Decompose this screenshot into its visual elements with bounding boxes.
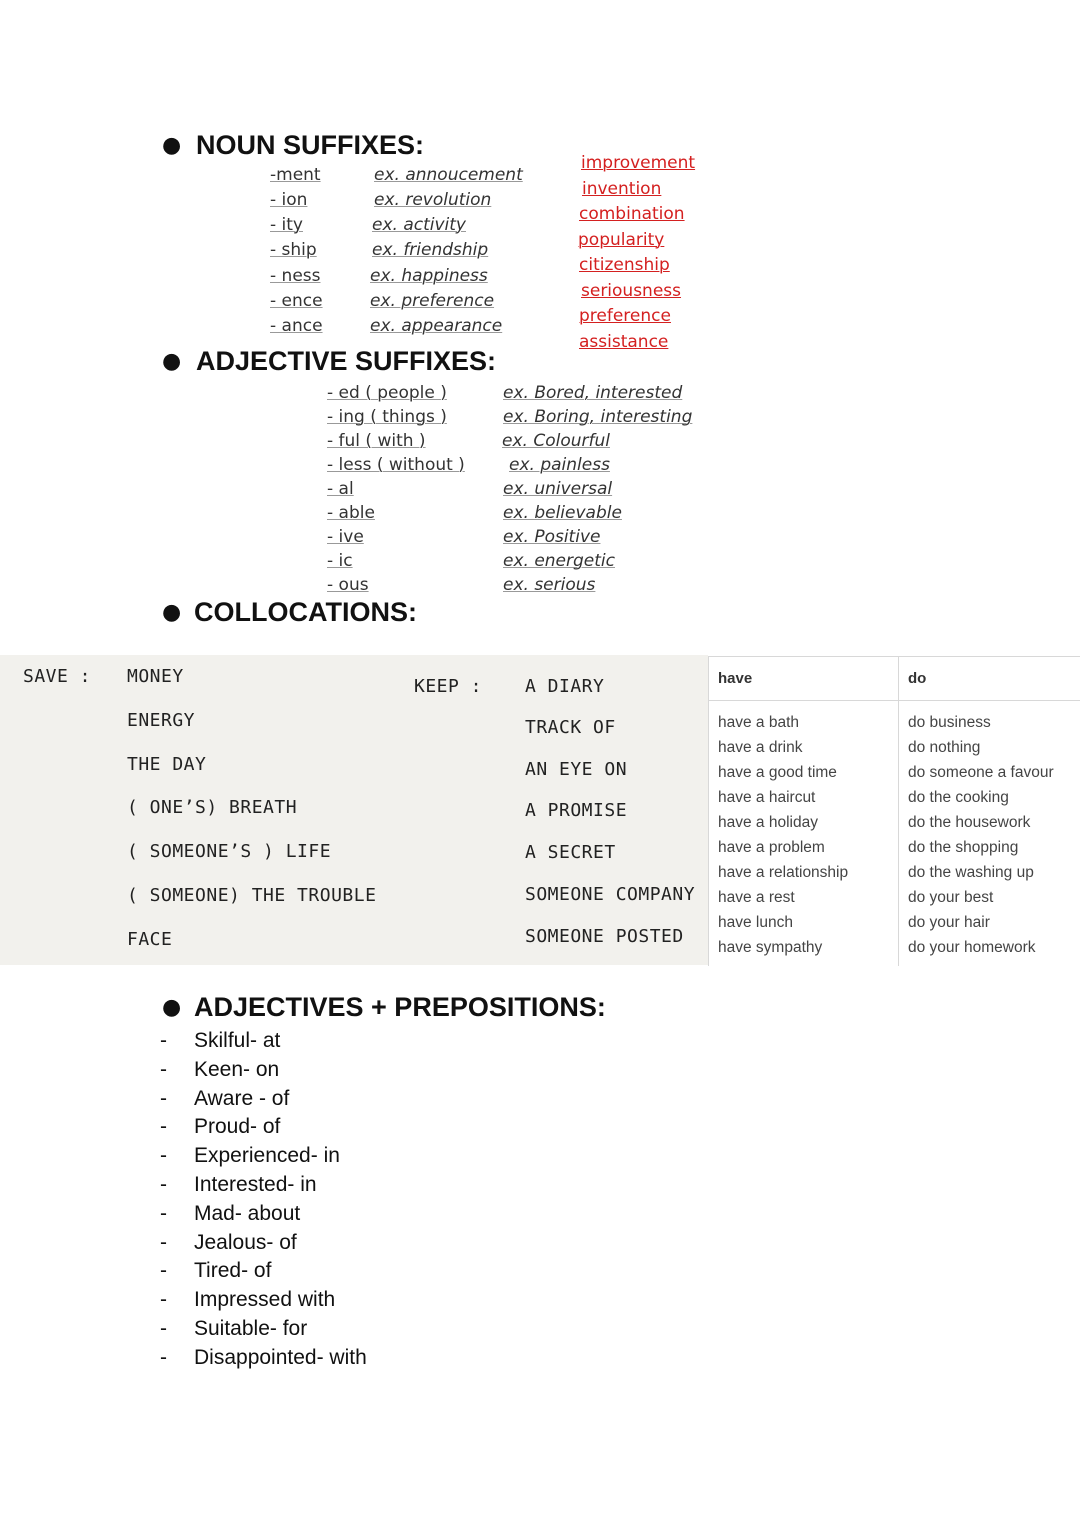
adjective-example: ex. serious [503,575,596,595]
list-dash: - [160,1345,167,1369]
keep-item: SOMEONE POSTED [525,926,684,947]
noun-answer: improvement [581,153,696,173]
noun-answer: citizenship [579,255,670,275]
have-cell: have a problem [718,839,825,856]
bullet-icon: ● [162,995,182,1020]
noun-answer: preference [579,306,671,326]
keep-item: A DIARY [525,676,605,697]
list-dash: - [160,1115,167,1139]
list-dash: - [160,1230,167,1254]
noun-example: ex. preference [370,291,495,311]
have-cell: have sympathy [718,939,823,956]
do-cell: do the housework [908,814,1031,831]
do-cell: do your best [908,889,994,906]
adjective-suffix: - ed ( people ) [327,383,447,403]
save-item: MONEY [127,666,184,687]
bullet-icon: ● [162,600,182,625]
adjective-preposition-item: Skilful- at [194,1029,281,1052]
have-cell: have a good time [718,764,837,781]
adjectives-prepositions-heading: ADJECTIVES + PREPOSITIONS: [194,992,606,1022]
noun-answer: popularity [578,230,665,250]
have-cell: have a holiday [718,814,818,831]
adjective-preposition-item: Aware - of [194,1086,290,1110]
adjective-preposition-item: Keen- on [194,1057,280,1081]
bullet-icon: ● [162,133,182,158]
save-item: THE DAY [127,754,207,775]
noun-suffix: - ance [270,316,323,336]
adjective-preposition-item: Interested- in [194,1173,317,1196]
bullet-icon: ● [162,349,182,374]
adjective-example: ex. painless [509,455,610,475]
adjective-example: ex. Positive [503,527,601,547]
do-cell: do the cooking [908,789,1009,806]
list-dash: - [160,1057,167,1081]
save-item: ( SOMEONE’S ) LIFE [127,841,332,862]
adjective-preposition-item: Proud- of [194,1115,281,1139]
keep-item: SOMEONE COMPANY [525,884,696,905]
adjective-preposition-item: Tired- of [194,1259,272,1283]
do-cell: do someone a favour [908,764,1054,781]
keep-item: A PROMISE [525,800,628,821]
adjective-suffix: - ous [327,575,369,595]
list-dash: - [160,1317,167,1340]
noun-suffix: - ity [270,215,303,235]
adjective-preposition-item: Experienced- in [194,1144,340,1168]
adjective-preposition-item: Mad- about [194,1201,301,1225]
adjective-example: ex. Bored, interested [503,383,683,403]
noun-suffix: - ness [270,266,321,286]
adjective-suffix: - ic [327,551,353,571]
adjective-preposition-item: Suitable- for [194,1317,308,1340]
adjective-suffix: - ing ( things ) [327,407,447,427]
do-cell: do business [908,714,991,731]
keep-item: AN EYE ON [525,759,628,780]
list-dash: - [160,1144,167,1168]
noun-suffixes-heading: NOUN SUFFIXES: [196,130,425,160]
collocations-heading: COLLOCATIONS: [194,597,417,627]
save-item: ( ONE’S) BREATH [127,797,298,818]
adjective-preposition-item: Impressed with [194,1288,336,1312]
noun-answer: invention [582,179,662,199]
adjective-example: ex. Boring, interesting [503,407,693,427]
adjective-example: ex. believable [503,503,622,523]
have-cell: have a drink [718,739,803,756]
noun-example: ex. activity [372,215,466,235]
do-cell: do the washing up [908,864,1034,881]
do-cell: do your homework [908,939,1036,956]
adjective-preposition-item: Jealous- of [194,1230,297,1254]
adjective-example: ex. universal [503,479,613,499]
save-item: ENERGY [127,710,196,731]
list-dash: - [160,1173,167,1196]
list-dash: - [160,1029,167,1052]
list-dash: - [160,1288,167,1312]
save-item: ( SOMEONE) THE TROUBLE [127,885,377,906]
adjective-suffix: - ive [327,527,364,547]
adjective-suffix: - al [327,479,354,499]
save-item: FACE [127,929,173,950]
adjective-example: ex. energetic [503,551,615,571]
have-cell: have a rest [718,889,795,906]
noun-answer: assistance [579,332,669,352]
list-dash: - [160,1086,167,1110]
list-dash: - [160,1259,167,1283]
keep-label: KEEP : [414,676,483,697]
noun-example: ex. appearance [370,316,503,336]
list-dash: - [160,1201,167,1225]
noun-answer: seriousness [581,281,682,301]
have-column-header: have [718,670,753,687]
keep-item: TRACK OF [525,717,616,738]
noun-suffix: - ion [270,190,308,210]
adjective-suffix: - able [327,503,375,523]
adjective-preposition-item: Disappointed- with [194,1345,367,1369]
noun-suffix: - ship [270,240,317,260]
noun-example: ex. friendship [372,240,489,260]
noun-example: ex. happiness [370,266,488,286]
adjective-suffix: - less ( without ) [327,455,465,475]
have-cell: have a haircut [718,789,816,806]
noun-suffix: - ence [270,291,323,311]
have-cell: have a bath [718,714,800,731]
save-label: SAVE : [23,666,92,687]
do-cell: do nothing [908,739,981,756]
adjective-suffixes-heading: ADJECTIVE SUFFIXES: [196,346,497,376]
noun-answer: combination [579,204,685,224]
keep-item: A SECRET [525,842,616,863]
do-cell: do the shopping [908,839,1019,856]
noun-suffix: -ment [270,165,321,185]
adjective-suffix: - ful ( with ) [327,431,426,451]
noun-example: ex. revolution [374,190,492,210]
have-cell: have a relationship [718,864,849,881]
do-column-header: do [908,670,927,687]
do-cell: do your hair [908,914,990,931]
adjective-example: ex. Colourful [502,431,610,451]
have-cell: have lunch [718,914,793,931]
noun-example: ex. annoucement [374,165,523,185]
